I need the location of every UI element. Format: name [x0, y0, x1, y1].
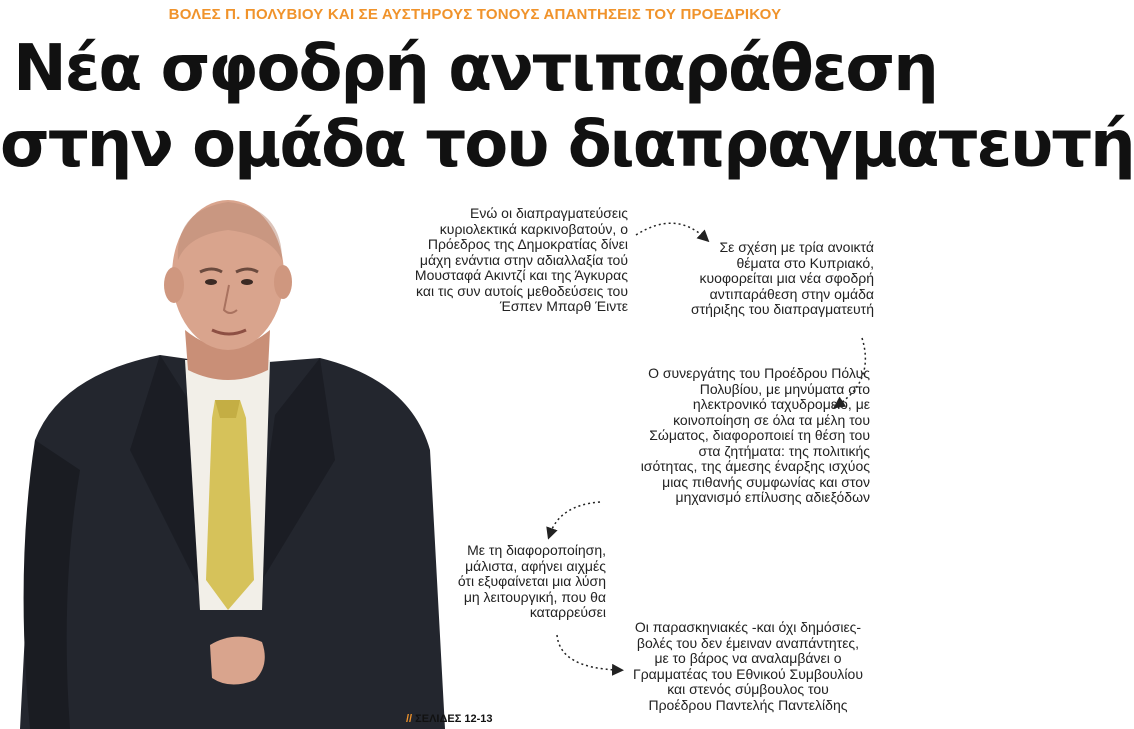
blurb-5: Οι παρασκηνιακές -και όχι δημόσιες- βολές του δεν έμειναν αναπάντητες, με το βάρος να αναλαμβάνει ο Γραμματέας του Εθνικού Συμβουλίου και στενός σύμβουλος του Προέδρου Παντελής Παντελίδης	[633, 619, 863, 713]
dotted-curved-arrow-icon	[636, 223, 705, 238]
hand	[210, 637, 265, 685]
slash-icon: //	[406, 713, 413, 725]
kicker: ΒΟΛΕΣ Π. ΠΟΛΥΒΙΟΥ ΚΑΙ ΣΕ ΑΥΣΤΗΡΟΥΣ ΤΟΝΟΥΣ ΑΠΑΝΤΗΣΕΙΣ ΤΟΥ ΠΡΟΕΔΡΙΚΟΥ	[168, 6, 782, 23]
blurb-2: Σε σχέση με τρία ανοικτά θέματα στο Κυπριακό, κυοφορείται μια νέα σφοδρή αντιπαράθεση στην ομάδα στήριξης του διαπραγματευτή	[690, 239, 874, 317]
page-reference[interactable]	[406, 713, 493, 725]
blurb-1: Ενώ οι διαπραγματεύσεις κυριολεκτικά καρκινοβατούν, ο Πρόεδρος της Δημοκρατίας δίνει μάχη ενάντια στην αδιαλλαξία τού Μουσταφά Ακιντζί και της Άγκυρας και τις συν αυτοίς μεθοδεύσεις του Έσπεν Μπαρθ Έιντε	[414, 205, 628, 314]
blurb-3: Ο συνεργάτης του Προέδρου Πόλυς Πολυβίου, με μηνύματα στο ηλεκτρονικό ταχυδρομείο, με κοινοποίηση σε όλα τα μέλη του Σώματος, διαφοροποιεί τη θέση του στα ζητήματα: της πολιτικής ισότητας, της άμεσης έναρξης ισχύος μιας πιθανής συμφωνίας και στον μηχανισμό επίλυσης αδιεξόδων	[640, 365, 870, 505]
dotted-curved-arrow-icon	[557, 635, 618, 670]
page-reference-label: ΣΕΛΙΔΕΣ 12-13	[415, 713, 493, 725]
dotted-curved-arrow-icon	[550, 502, 600, 534]
headline-line-2: στην ομάδα του διαπραγματευτή	[0, 108, 1134, 182]
headline-line-1: Νέα σφοδρή αντιπαράθεση	[13, 32, 937, 106]
blurb-4: Με τη διαφοροποίηση, μάλιστα, αφήνει αιχμές ότι εξυφαίνεται μια λύση μη λειτουργική, που θα καταρρεύσει	[457, 542, 606, 620]
portrait-photo	[0, 190, 450, 729]
